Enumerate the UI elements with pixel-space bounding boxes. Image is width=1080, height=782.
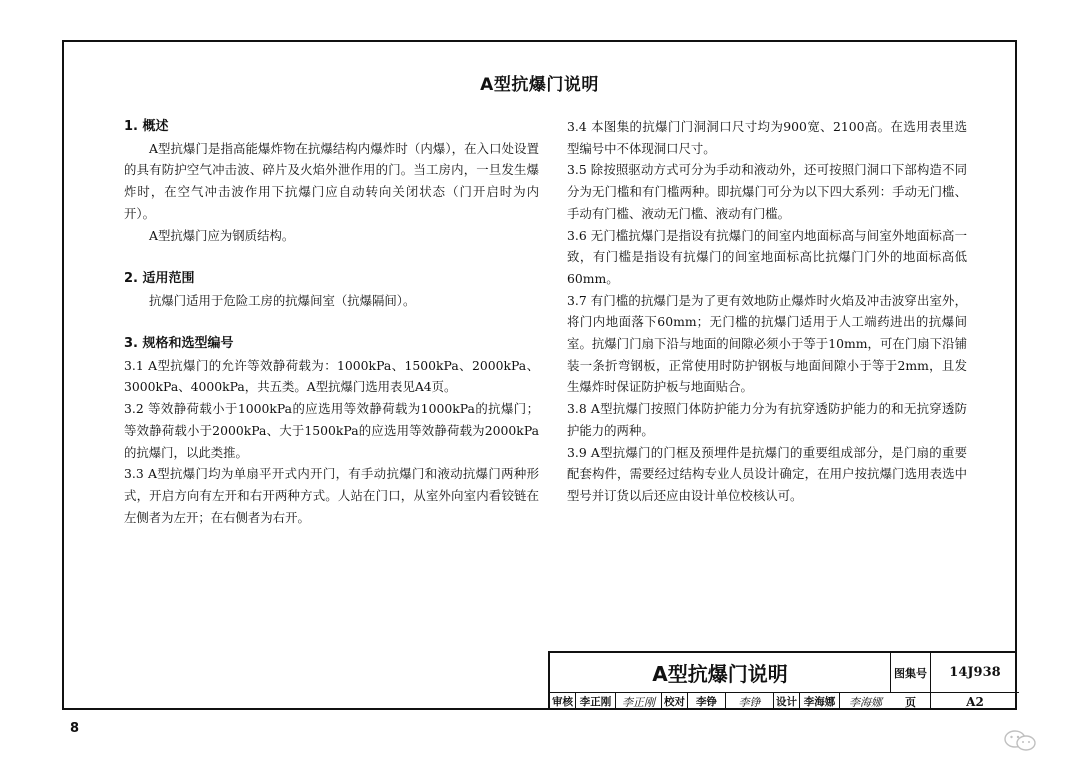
atlas-number-value: 14J938 <box>931 653 1019 693</box>
check-name: 李铮 <box>688 693 726 710</box>
review-name: 李正刚 <box>576 693 616 710</box>
title-block-name: A型抗爆门说明 <box>550 653 891 693</box>
paragraph: 3.6 无门槛抗爆门是指设有抗爆门的间室内地面标高与间室外地面标高一致，有门槛是指设有抗爆门的间室地面标高比抗爆门门外的地面标高低60mm。 <box>567 227 967 286</box>
paragraph: 3.8 A型抗爆门按照门体防护能力分为有抗穿透防护能力的和无抗穿透防护能力的两种。 <box>567 401 967 438</box>
document-title: A型抗爆门说明 <box>480 75 599 95</box>
section-heading: 1. 概述 <box>124 119 169 134</box>
signature-row <box>550 693 891 710</box>
left-column <box>124 116 539 528</box>
paragraph: 3.5 除按照驱动方式可分为手动和液动外，还可按照门洞口下部构造不同分为无门槛和有门槛两种。即抗爆门可分为以下四大系列：手动无门槛、手动有门槛、液动无门槛、液动有门槛。 <box>567 162 967 221</box>
paragraph: 3.2 等效静荷载小于1000kPa的应选用等效静荷载为1000kPa的抗爆门；等效静荷载小于2000kPa、大于1500kPa的应选用等效静荷载为2000kPa的抗爆门，以此类推。 <box>124 401 539 460</box>
atlas-number-label: 图集号 <box>891 653 931 693</box>
review-label: 审核 <box>550 693 576 710</box>
spacer <box>124 246 539 268</box>
drawing-frame <box>62 40 1017 710</box>
section-heading: 2. 适用范围 <box>124 270 195 286</box>
design-name: 李海娜 <box>800 693 840 710</box>
title-block <box>548 651 1017 710</box>
section-heading: 3. 规格和选型编号 <box>124 336 234 351</box>
paragraph: 3.9 A型抗爆门的门框及预埋件是抗爆门的重要组成部分，是门扇的重要配套构件，需要经过结构专业人员设计确定，在用户按抗爆门选用表选中型号并订货以后还应由设计单位校核认可。 <box>567 444 967 503</box>
design-signature: 李海娜 <box>849 695 882 709</box>
paragraph: A型抗爆门应为钢质结构。 <box>149 227 295 243</box>
page-value: A2 <box>966 694 984 709</box>
paragraph: 3.3 A型抗爆门均为单扇平开式内开门，有手动抗爆门和液动抗爆门两种形式，开启方向有左开和右开两种方式。人站在门口，从室外向室内看铰链在左侧者为左开；在右侧者为右开。 <box>124 466 539 525</box>
design-label: 设计 <box>774 693 800 710</box>
paragraph: 3.4 本图集的抗爆门门洞洞口尺寸均为900宽、2100高。在选用表里选型编号中不体现洞口尺寸。 <box>567 119 967 156</box>
paragraph: 3.7 有门槛的抗爆门是为了更有效地防止爆炸时火焰及冲击波穿出室外，将门内地面落下60mm；无门槛的抗爆门适用于人工端药进出的抗爆间室。抗爆门门扇下沿与地面的间隙必须小于等于10mm，可在门扇下沿铺装一条折弯钢板，正常使用时防护钢板与地面间隙小于等于2mm，且发生爆炸时保证防护板与地面贴合。 <box>567 292 967 395</box>
review-signature: 李正刚 <box>616 693 662 710</box>
spacer <box>124 311 539 333</box>
wechat-bubble-icon <box>1002 728 1040 754</box>
page-number: 8 <box>70 721 80 736</box>
check-label: 校对 <box>662 693 688 710</box>
right-column <box>567 116 967 507</box>
page-label: 页 <box>891 693 931 710</box>
paragraph: 3.1 A型抗爆门的允许等效静荷载为：1000kPa、1500kPa、2000kPa、3000kPa、4000kPa，共五类。A型抗爆门选用表见A4页。 <box>124 357 539 395</box>
paragraph: 抗爆门适用于危险工房的抗爆间室（抗爆隔间）。 <box>149 292 416 308</box>
check-signature: 李铮 <box>726 693 774 710</box>
paragraph: A型抗爆门是指高能爆炸物在抗爆结构内爆炸时（内爆），在入口处设置的具有防护空气冲击波、碎片及火焰外泄作用的门。当工房内，一旦发生爆炸时，在空气冲击波作用下抗爆门应自动转向关闭状态（门开启时为内开）。 <box>124 140 539 221</box>
